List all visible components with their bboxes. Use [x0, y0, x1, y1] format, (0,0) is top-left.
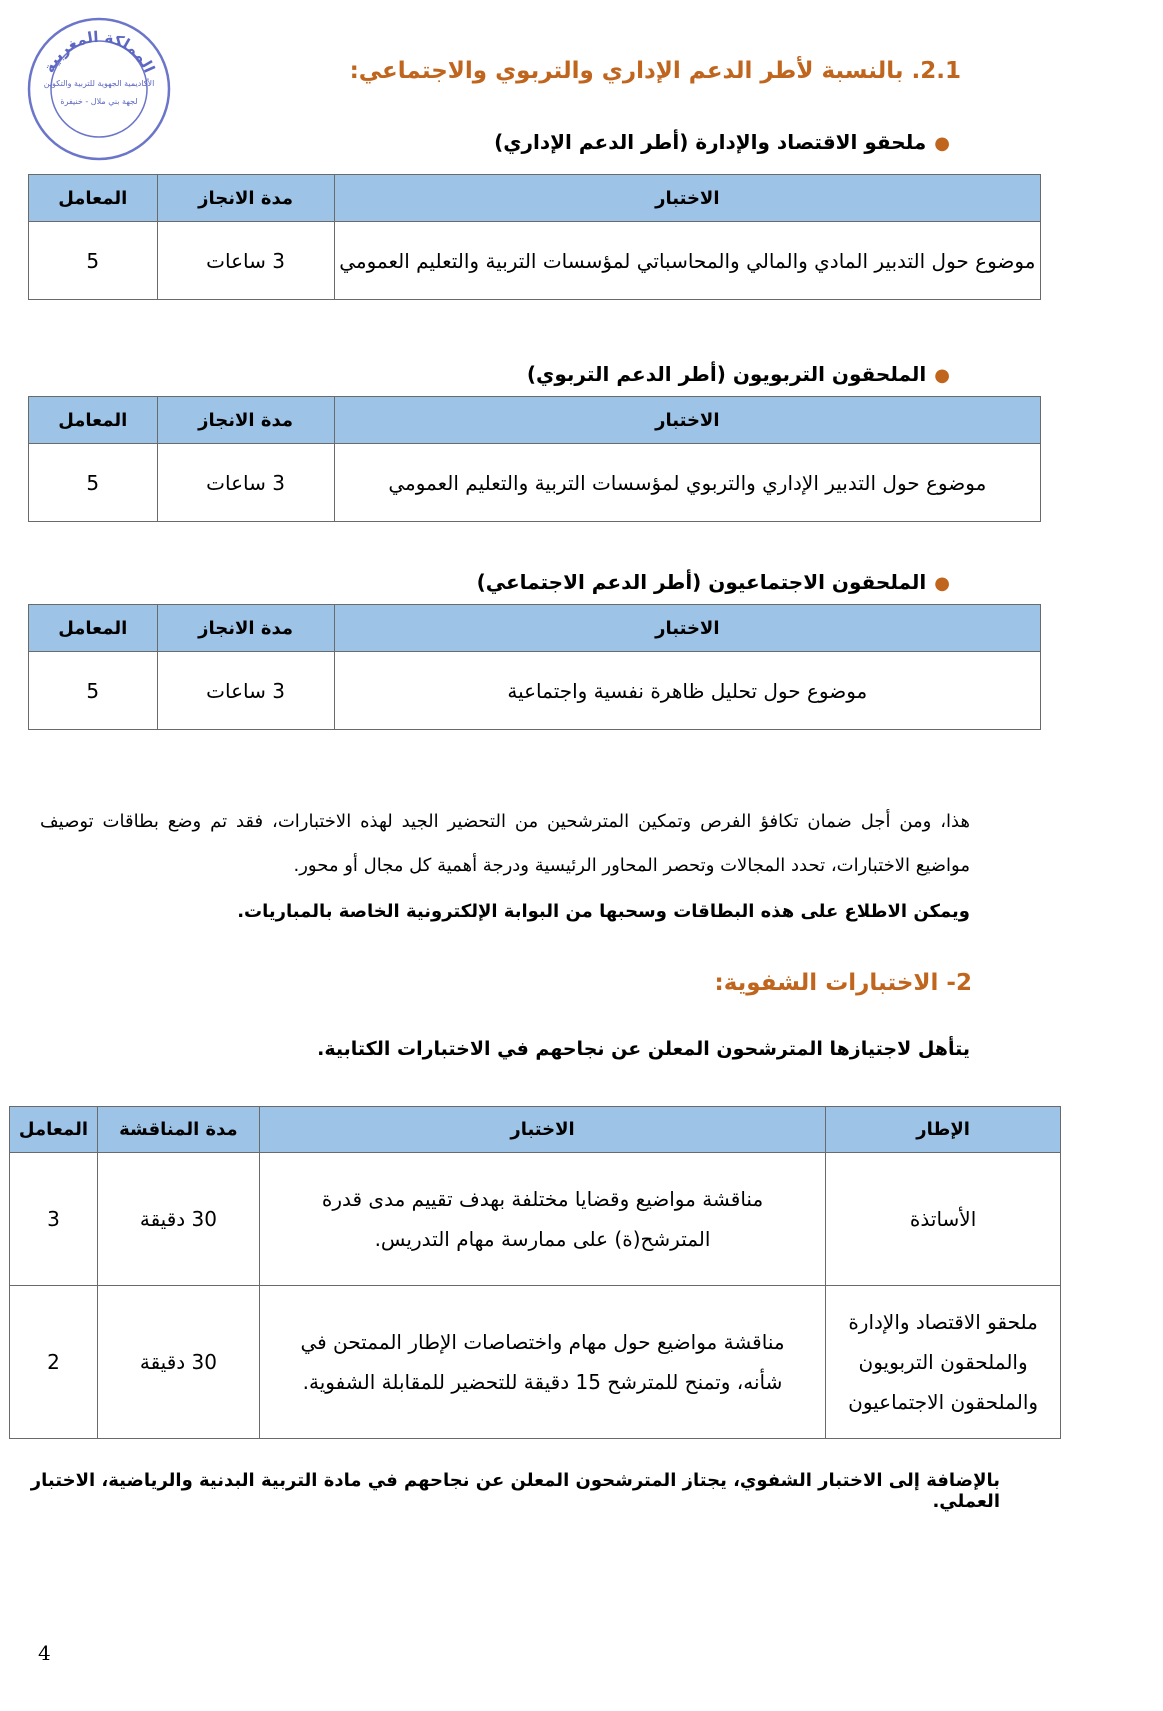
- header-coef: المعامل: [29, 605, 158, 652]
- coef-cell: 5: [29, 652, 158, 730]
- closing-paragraph: بالإضافة إلى الاختبار الشفوي، يجتاز المترشحون المعلن عن نجاحهم في مادة التربية البدنية والرياضية، الاختبار العملي.: [30, 1470, 1000, 1512]
- coef-cell: 5: [29, 444, 158, 522]
- header-exam: الاختبار: [334, 397, 1040, 444]
- table-row: [10, 1153, 1061, 1286]
- academy-seal: [24, 14, 174, 164]
- header-exam: الاختبار: [334, 605, 1040, 652]
- bullet-icon: ●: [934, 365, 950, 386]
- frame-cell: الأساتذة: [826, 1153, 1061, 1286]
- table-row: [10, 1286, 1061, 1439]
- header-coef: المعامل: [29, 175, 158, 222]
- header-coef: المعامل: [29, 397, 158, 444]
- table2-title: ●الملحقون التربويون (أطر الدعم التربوي): [526, 362, 950, 386]
- exam-cell: موضوع حول التدبير الإداري والتربوي لمؤسسات التربية والتعليم العمومي: [334, 444, 1040, 522]
- description-paragraph: هذا، ومن أجل ضمان تكافؤ الفرص وتمكين المترشحين من التحضير الجيد لهذه الاختبارات، فقد تم وضع بطاقات توصيف مواضيع الاختبارات، تحدد المجالات وتحصر المحاور الرئيسية ودرجة أهمية كل مجال أو محور.: [40, 811, 970, 876]
- written-exam-table-3: [28, 604, 1041, 730]
- exam-cell: مناقشة مواضيع حول مهام واختصاصات الإطار الممتحن في شأنه، وتمنح للمترشح 15 دقيقة للتحضير للمقابلة الشفوية.: [259, 1286, 825, 1439]
- header-coef: المعامل: [10, 1107, 98, 1153]
- seal-emblem-icon: [24, 14, 174, 164]
- oral-exams-heading: 2- الاختبارات الشفوية:: [714, 970, 972, 996]
- header-duration: مدة الانجاز: [157, 175, 334, 222]
- coef-cell: 2: [10, 1286, 98, 1439]
- oral-exam-table: [9, 1106, 1061, 1439]
- duration-cell: 3 ساعات: [157, 222, 334, 300]
- duration-cell: 3 ساعات: [157, 652, 334, 730]
- oral-exams-intro: يتأهل لاجتيازها المترشحون المعلن عن نجاحهم في الاختبارات الكتابية.: [317, 1038, 970, 1060]
- page-number: 4: [38, 1641, 51, 1665]
- description-paragraph-bold: ويمكن الاطلاع على هذه البطاقات وسحبها من البوابة الإلكترونية الخاصة بالمباريات.: [237, 901, 970, 922]
- written-exam-table-2: [28, 396, 1041, 522]
- header-exam: الاختبار: [334, 175, 1040, 222]
- written-exam-table-1: [28, 174, 1041, 300]
- frame-cell: ملحقو الاقتصاد والإدارة والملحقون التربويون والملحقون الاجتماعيون: [826, 1286, 1061, 1439]
- table3-title: ●الملحقون الاجتماعيون (أطر الدعم الاجتماعي): [476, 570, 950, 594]
- seal-inner-line2: لجهة بني ملال - خنيفرة: [60, 97, 138, 106]
- duration-cell: 30 دقيقة: [98, 1153, 260, 1286]
- seal-top-text: المملكة المغربية: [39, 27, 159, 76]
- exam-cell: موضوع حول تحليل ظاهرة نفسية واجتماعية: [334, 652, 1040, 730]
- duration-cell: 3 ساعات: [157, 444, 334, 522]
- duration-cell: 30 دقيقة: [98, 1286, 260, 1439]
- exam-cell: موضوع حول التدبير المادي والمالي والمحاسباتي لمؤسسات التربية والتعليم العمومي: [334, 222, 1040, 300]
- coef-cell: 5: [29, 222, 158, 300]
- header-duration: مدة الانجاز: [157, 605, 334, 652]
- header-exam: الاختبار: [259, 1107, 825, 1153]
- header-duration: مدة الانجاز: [157, 397, 334, 444]
- coef-cell: 3: [10, 1153, 98, 1286]
- bullet-icon: ●: [934, 573, 950, 594]
- header-duration: مدة المناقشة: [98, 1107, 260, 1153]
- header-frame: الإطار: [826, 1107, 1061, 1153]
- seal-inner-line1: الأكاديمية الجهوية للتربية والتكوين: [43, 79, 155, 88]
- table1-title: ●ملحقو الاقتصاد والإدارة (أطر الدعم الإداري): [494, 130, 950, 154]
- svg-text:المملكة المغربية: [40, 28, 159, 76]
- exam-cell: مناقشة مواضيع وقضايا مختلفة بهدف تقييم مدى قدرة المترشح(ة) على ممارسة مهام التدريس.: [259, 1153, 825, 1286]
- section-2-1-heading: 2.1. بالنسبة لأطر الدعم الإداري والتربوي والاجتماعي:: [349, 58, 961, 84]
- bullet-icon: ●: [934, 133, 950, 154]
